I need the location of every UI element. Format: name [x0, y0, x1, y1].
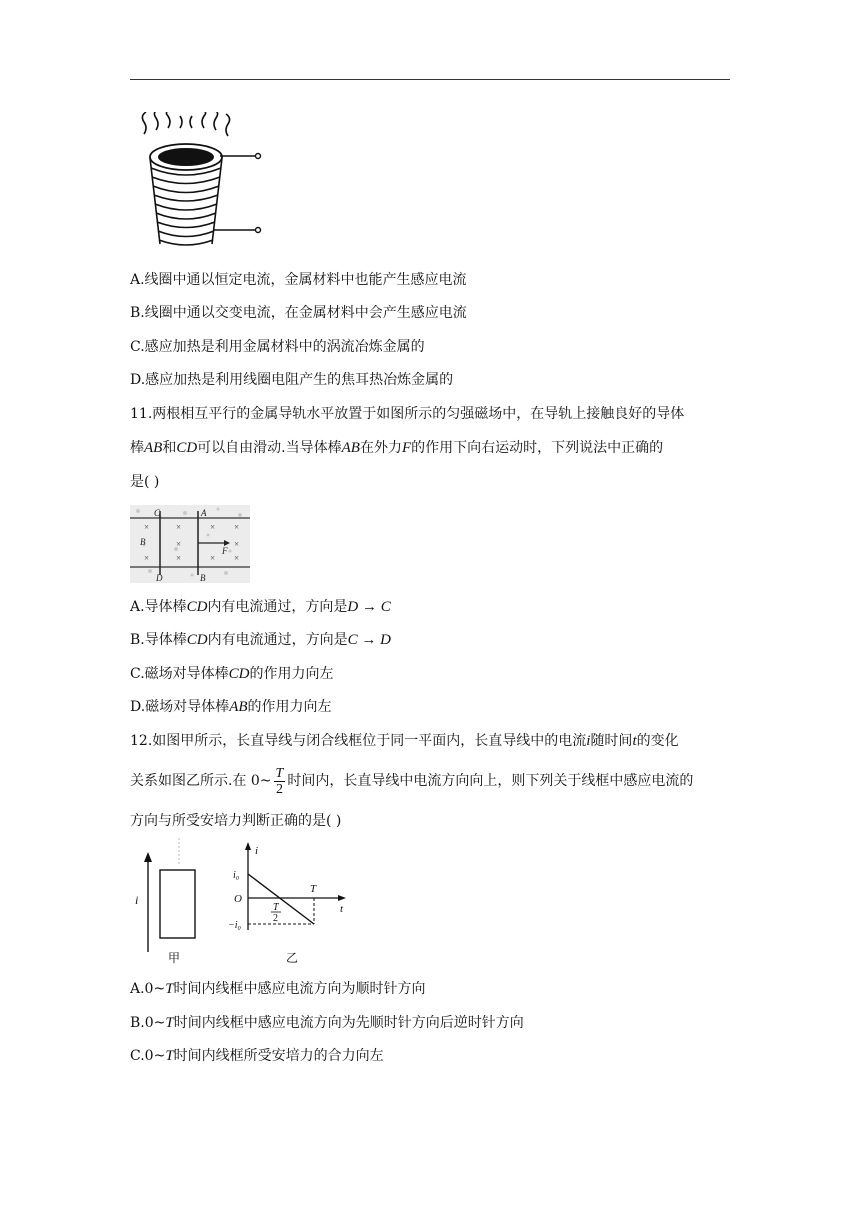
figure-jia: [130, 838, 220, 968]
field-mark: ×: [234, 522, 240, 532]
label-a: A: [201, 508, 207, 518]
q11-stem-line3: 是( ): [130, 474, 160, 490]
figure-yi: [228, 838, 358, 968]
field-mark: ×: [176, 522, 182, 532]
q12-option-c: C.0~T时间内线框所受安培力的合力向左: [130, 1048, 384, 1064]
field-mark: ×: [144, 522, 150, 532]
label-f: F: [222, 546, 228, 556]
label-b: B: [200, 573, 206, 583]
q11-option-c: C.磁场对导体棒CD的作用力向左: [130, 666, 334, 682]
field-mark: ×: [210, 553, 216, 563]
t-half-num: T: [273, 902, 279, 913]
header-rule: [130, 79, 730, 80]
i0-label: i₀: [233, 870, 240, 881]
field-mark: ×: [210, 522, 216, 532]
fraction-t-half: $\frac{T}{2}$: [275, 765, 284, 797]
coil-windings: [150, 156, 258, 245]
q12-stem-line3: 方向与所受安培力判断正确的是( ): [130, 813, 342, 829]
q12-option-a: A.0~T时间内线框中感应电流方向为顺时针方向: [130, 981, 426, 997]
heat-waves: [142, 112, 229, 136]
field-mark: ×: [234, 539, 240, 549]
field-mark: ×: [144, 553, 150, 563]
field-mark: ×: [176, 539, 182, 549]
axis-arrow-icon: [338, 895, 346, 901]
axis-i-label: i: [255, 845, 259, 857]
origin-label: O: [234, 893, 242, 905]
t-half-den: 2: [273, 913, 278, 924]
label-c: C: [154, 508, 161, 518]
q11-option-a: A.导体棒CD内有电流通过，方向是D → C: [130, 599, 391, 615]
q11-option-b: B.导体棒CD内有电流通过，方向是C → D: [130, 632, 391, 648]
induction-coil-figure: [130, 112, 270, 252]
caption-yi: 乙: [286, 951, 299, 965]
wire-loop: [160, 870, 195, 938]
q10-option-a: A.线圈中通以恒定电流，金属材料中也能产生感应电流: [130, 272, 467, 288]
q11-stem-line1: 11.两根相互平行的金属导轨水平放置于如图所示的匀强磁场中，在导轨上接触良好的导体: [130, 406, 685, 422]
current-arrow-icon: [144, 852, 152, 862]
q10-option-d: D.感应加热是利用线圈电阻产生的焦耳热冶炼金属的: [130, 372, 454, 388]
q12-option-b: B.0~T时间内线框中感应电流方向为先顺时针方向后逆时针方向: [130, 1015, 524, 1031]
q12-stem-line2: 关系如图乙所示.在 0~ $\frac{T}{2}$ 时间内，长直导线中电流方向向上，则下列关于线框中感应电流的: [130, 765, 694, 797]
field-mark: ×: [234, 553, 240, 563]
label-field-b: B: [140, 537, 146, 547]
q10-option-c: C.感应加热是利用金属材料中的涡流冶炼金属的: [130, 339, 425, 355]
current-line: [248, 874, 314, 924]
rails-figure: [130, 505, 250, 583]
t-label: T: [310, 883, 317, 895]
q12-stem-line1: 12.如图甲所示，长直导线与闭合线框位于同一平面内，长直导线中的电流i随时间t的变化: [130, 733, 679, 749]
q10-option-b: B.线圈中通以交变电流，在金属材料中会产生感应电流: [130, 305, 467, 321]
label-d: D: [156, 573, 163, 583]
axis-t-label: t: [340, 903, 344, 915]
label-i: i: [135, 893, 139, 907]
caption-jia: 甲: [168, 951, 181, 965]
q11-option-d: D.磁场对导体棒AB的作用力向左: [130, 699, 332, 715]
field-mark: ×: [176, 553, 182, 563]
q11-stem-line2: 棒AB和CD可以自由滑动.当导体棒AB在外力F的作用下向右运动时，下列说法中正确的: [130, 440, 664, 456]
neg-i0-label: −i₀: [228, 920, 242, 931]
axis-arrow-icon: [245, 842, 251, 850]
